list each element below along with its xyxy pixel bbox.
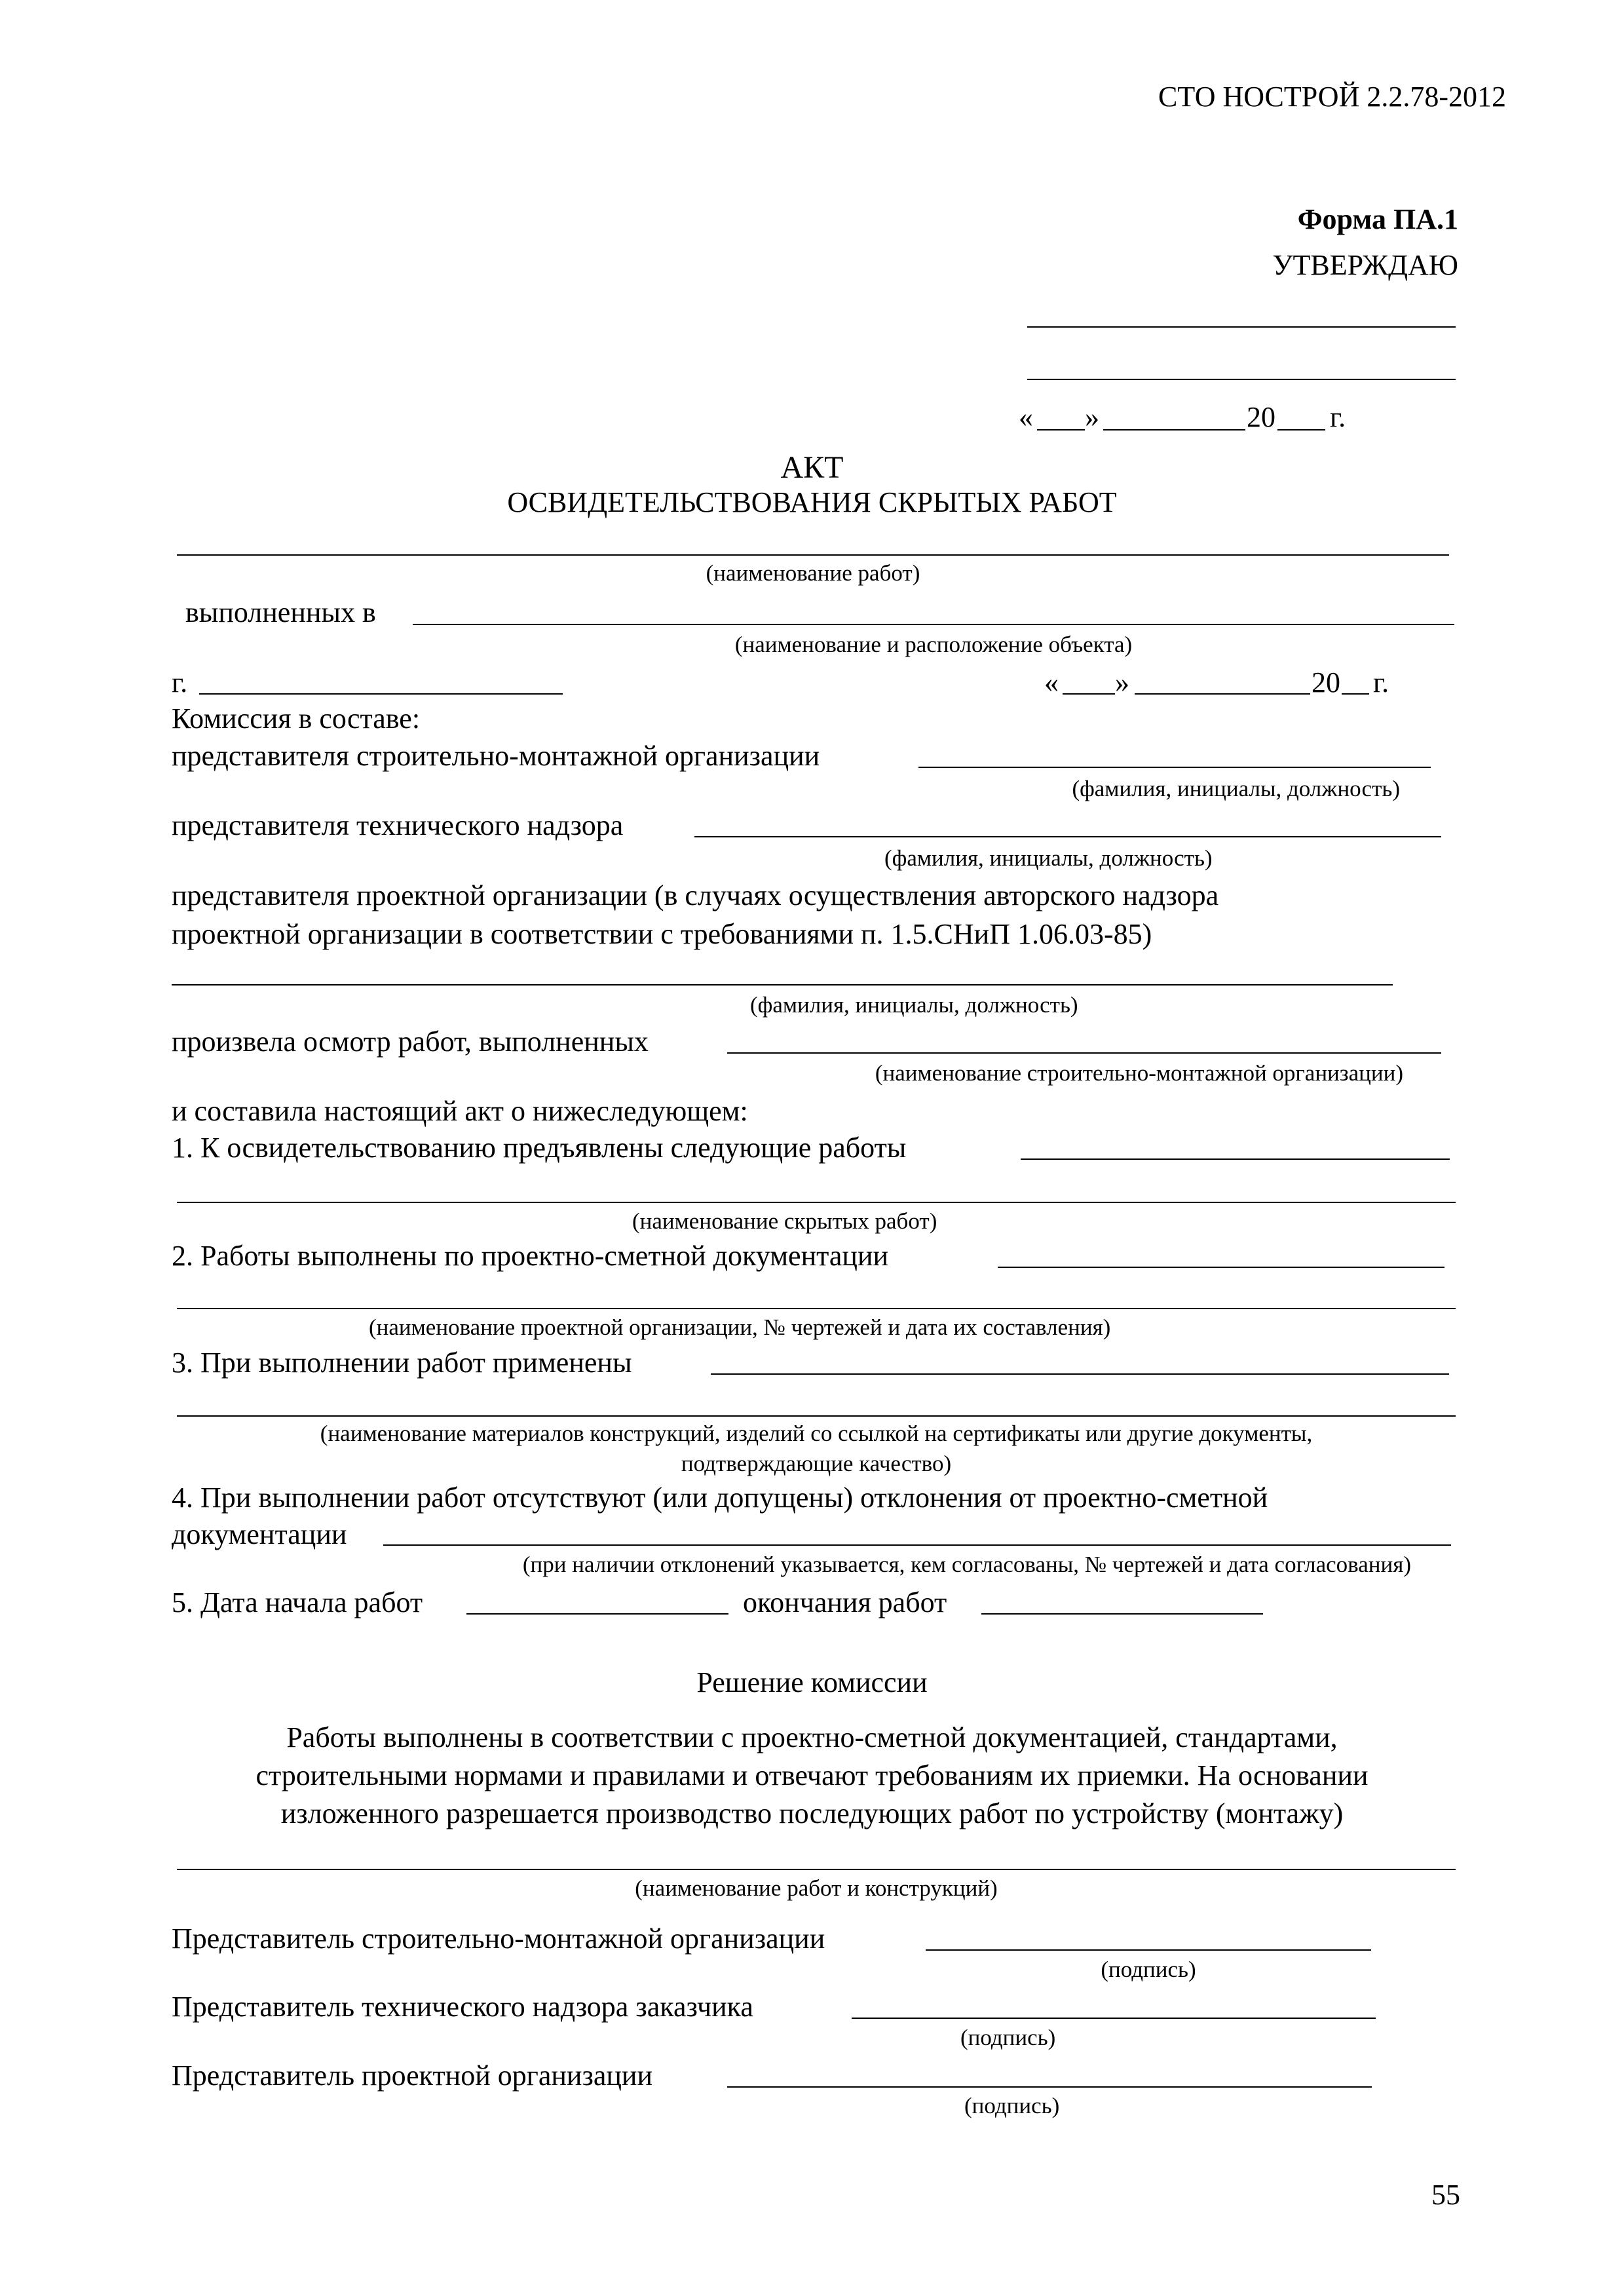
item3-line xyxy=(711,1373,1449,1375)
rep-proj-label-1: представителя проектной организации (в случаях осуществления авторского надзора xyxy=(172,879,1219,911)
fio-caption-3: (фамилия, инициалы, должность) xyxy=(750,992,1078,1018)
decision-text-2: строительными нормами и правилами и отвечают требованиям их приемки. На основании xyxy=(255,1759,1369,1791)
works-constr-line xyxy=(177,1869,1456,1870)
org-name-caption: (наименование строительно-монтажной организации) xyxy=(875,1060,1403,1086)
decision-heading: Решение комиссии xyxy=(696,1666,928,1698)
materials-caption-1: (наименование материалов конструкций, изделий со ссылкой на сертификаты или другие документы, xyxy=(320,1421,1313,1446)
item2-line xyxy=(998,1267,1445,1268)
performed-in-line xyxy=(413,624,1454,625)
item1-line-2 xyxy=(177,1202,1456,1203)
sign-proj-label: Представитель проектной организации xyxy=(172,2059,652,2092)
rep-proj-line xyxy=(172,984,1393,985)
compiled-label: и составила настоящий акт о нижеследующем: xyxy=(172,1095,748,1127)
item5-end-label: окончания работ xyxy=(743,1586,947,1618)
item4-label-1: 4. При выполнении работ отсутствуют (или допущены) отклонения от проектно-сметной xyxy=(172,1482,1268,1514)
sign-smo-line xyxy=(926,1949,1371,1951)
rep-tech-line xyxy=(694,836,1441,837)
project-org-caption: (наименование проектной организации, № чертежей и дата их составления) xyxy=(369,1314,1111,1340)
rep-tech-label: представителя технического надзора xyxy=(172,809,624,841)
item1-label: 1. К освидетельствованию предъявлены следующие работы xyxy=(172,1132,907,1164)
act-date-close-quote: » xyxy=(1115,666,1129,698)
works-name-caption: (наименование работ) xyxy=(706,560,920,586)
decision-text-3: изложенного разрешается производство последующих работ по устройству (монтажу) xyxy=(280,1797,1344,1829)
item2-line-2 xyxy=(177,1308,1456,1309)
approve-date-close-quote: » xyxy=(1085,401,1099,433)
act-year-prefix: 20 xyxy=(1312,666,1340,698)
rep-proj-label-2: проектной организации в соответствии с требованиями п. 1.5.СНиП 1.06.03-85) xyxy=(172,918,1152,950)
approve-date-open-quote: « xyxy=(1019,401,1033,433)
sign-smo-caption: (подпись) xyxy=(1101,1957,1196,1982)
page-number: 55 xyxy=(1431,2179,1460,2211)
act-title: АКТ xyxy=(780,450,844,485)
act-subtitle: ОСВИДЕТЕЛЬСТВОВАНИЯ СКРЫТЫХ РАБОТ xyxy=(507,486,1117,518)
works-name-line xyxy=(177,554,1449,556)
item5-end-line xyxy=(981,1613,1263,1615)
sign-tech-line xyxy=(852,2018,1376,2019)
form-label: Форма ПА.1 xyxy=(1297,203,1458,235)
item3-label: 3. При выполнении работ применены xyxy=(172,1347,632,1379)
approve-label: УТВЕРЖДАЮ xyxy=(1272,249,1458,281)
deviations-caption: (при наличии отклонений указывается, кем согласованы, № чертежей и дата согласования) xyxy=(522,1552,1411,1577)
object-name-caption: (наименование и расположение объекта) xyxy=(734,632,1133,657)
rep-smo-label: представителя строительно-монтажной организации xyxy=(172,740,820,772)
standard-code: СТО НОСТРОЙ 2.2.78-2012 xyxy=(1158,81,1506,113)
approve-day-line xyxy=(1037,429,1085,430)
item2-label: 2. Работы выполнены по проектно-сметной документации xyxy=(172,1240,889,1272)
sign-smo-label: Представитель строительно-монтажной организации xyxy=(172,1923,825,1955)
works-constr-caption: (наименование работ и конструкций) xyxy=(635,1875,998,1901)
item5-start-line xyxy=(466,1613,728,1615)
act-year-line xyxy=(1342,693,1369,695)
item4-label-2: документации xyxy=(172,1518,347,1550)
item3-line-2 xyxy=(177,1415,1456,1417)
approve-year-prefix: 20 xyxy=(1247,401,1275,433)
city-label: г. xyxy=(172,666,188,698)
item1-line xyxy=(1021,1158,1450,1160)
act-year-suffix: г. xyxy=(1373,666,1389,698)
sign-proj-caption: (подпись) xyxy=(964,2093,1060,2118)
inspected-line xyxy=(727,1052,1441,1054)
sign-proj-line xyxy=(727,2086,1372,2088)
hidden-works-caption: (наименование скрытых работ) xyxy=(632,1208,937,1234)
item4-line xyxy=(383,1544,1451,1546)
act-month-line xyxy=(1135,693,1310,695)
fio-caption-2: (фамилия, инициалы, должность) xyxy=(884,845,1213,871)
commission-label: Комиссия в составе: xyxy=(172,702,421,735)
sign-tech-caption: (подпись) xyxy=(960,2025,1056,2050)
fio-caption-1: (фамилия, инициалы, должность) xyxy=(1072,776,1400,801)
inspected-label: произвела осмотр работ, выполненных xyxy=(172,1025,649,1058)
approve-line-1 xyxy=(1027,326,1456,328)
approve-year-line xyxy=(1277,429,1325,430)
materials-caption-2: подтверждающие качество) xyxy=(681,1451,952,1476)
rep-smo-line xyxy=(918,767,1431,768)
approve-year-suffix: г. xyxy=(1330,401,1346,433)
sign-tech-label: Представитель технического надзора заказчика xyxy=(172,1991,753,2023)
decision-text-1: Работы выполнены в соответствии с проектно-сметной документацией, стандартами, xyxy=(286,1721,1338,1753)
act-date-open-quote: « xyxy=(1044,666,1059,698)
item5-start-label: 5. Дата начала работ xyxy=(172,1586,423,1618)
approve-line-2 xyxy=(1027,379,1456,380)
city-line xyxy=(199,693,563,695)
act-day-line xyxy=(1063,693,1115,695)
approve-month-line xyxy=(1103,429,1245,430)
performed-in-label: выполненных в xyxy=(185,596,376,628)
